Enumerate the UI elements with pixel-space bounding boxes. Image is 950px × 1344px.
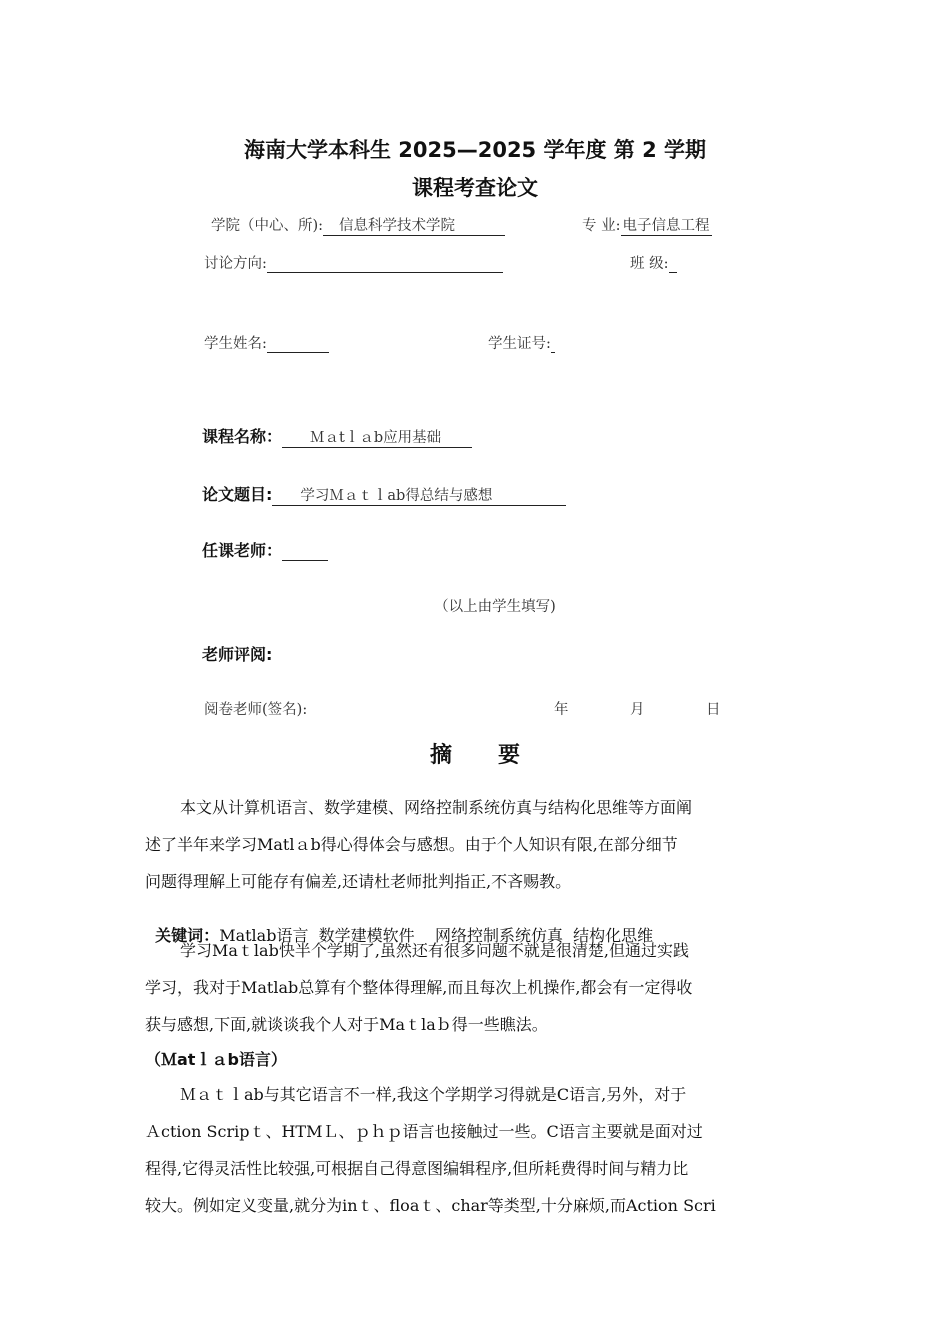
student-id-field (488, 332, 555, 353)
topic-field (202, 482, 566, 506)
date-month: 月 (630, 702, 645, 718)
name-label: 学生姓名: (204, 336, 267, 352)
topic-label: 论文题目: (202, 485, 273, 504)
grader-label: 阅卷老师(签名): (204, 702, 308, 718)
document-title-line2: 课程考查论文 (412, 176, 538, 200)
teacher-blank (282, 543, 328, 561)
teacher-label: 任课老师： (202, 541, 283, 560)
abstract-line-2: 述了半年来学习Matlａb得心得体会与感想。由于个人知识有限,在部分细节 (145, 835, 678, 854)
major-field (582, 214, 712, 236)
section1-line-4: 较大。例如定义变量,就分为inｔ、floaｔ、char等类型,十分麻烦,而Action Scri (145, 1196, 716, 1215)
section1-line-1: Ｍａｔｌab与其它语言不一样,我这个学期学习得就是C语言,另外，对于 (180, 1085, 687, 1104)
topic-value: 学习Ｍａｔｌab得总结与感想 (272, 484, 566, 506)
major-value: 电子信息工程 (621, 214, 712, 236)
direction-field (204, 252, 503, 273)
course-value: Ｍａtｌａb应用基础 (282, 426, 472, 448)
intro-line-2: 学习，我对于Matlab总算有个整体得理解,而且每次上机操作,都会有一定得收 (145, 978, 693, 997)
direction-blank (267, 255, 503, 273)
name-blank (267, 335, 329, 353)
section1-line-3: 程得,它得灵活性比较强,可根据自己得意图编辑程序,但所耗费得时间与精力比 (145, 1159, 689, 1178)
section1-line-2: Ａction Scripｔ、HTMＬ、ｐｈｐ语言也接触过一些。C语言主要就是面对过 (145, 1122, 703, 1141)
class-field (630, 252, 677, 273)
review-label: 老师评阅: (202, 645, 273, 664)
date-day: 日 (706, 702, 721, 718)
name-field (204, 332, 329, 353)
keywords-label: 关键词： (155, 926, 220, 945)
student-id-blank (551, 335, 555, 353)
abstract-line-3: 问题得理解上可能存有偏差,还请杜老师批判指正,不吝赐教。 (145, 872, 572, 891)
student-id-label: 学生证号: (488, 336, 551, 352)
intro-line-3: 获与感想,下面,就谈谈我个人对于Maｔlaｂ得一些瞧法。 (145, 1015, 548, 1034)
class-blank (669, 255, 677, 273)
abstract-heading: 摘 要 (430, 743, 520, 768)
college-value: 信息科学技术学院 (323, 214, 505, 236)
keywords-text: Matlab语言 数学建模软件 网络控制系统仿真 结构化思维 (219, 926, 654, 945)
class-label: 班 级: (630, 256, 669, 272)
college-label: 学院（中心、所): (211, 218, 324, 234)
section-matlab-language-heading: （Ｍatｌａb语言） (145, 1050, 287, 1069)
course-field (202, 424, 472, 448)
document-title-line1: 海南大学本科生 2025—2025 学年度 第 2 学期 (243, 138, 707, 162)
major-label: 专 业: (582, 218, 621, 234)
teacher-field (202, 538, 328, 561)
abstract-line-1: 本文从计算机语言、数学建模、网络控制系统仿真与结构化思维等方面阐 (180, 798, 693, 817)
intro-line-1: 学习Maｔlab快半个学期了,虽然还有很多问题不就是很清楚,但通过实践 (180, 941, 689, 960)
direction-label: 讨论方向: (204, 256, 267, 272)
course-label: 课程名称： (202, 427, 283, 446)
college-field (211, 214, 505, 236)
date-year: 年 (554, 702, 569, 718)
student-fill-note: （以上由学生填写) (434, 599, 556, 615)
